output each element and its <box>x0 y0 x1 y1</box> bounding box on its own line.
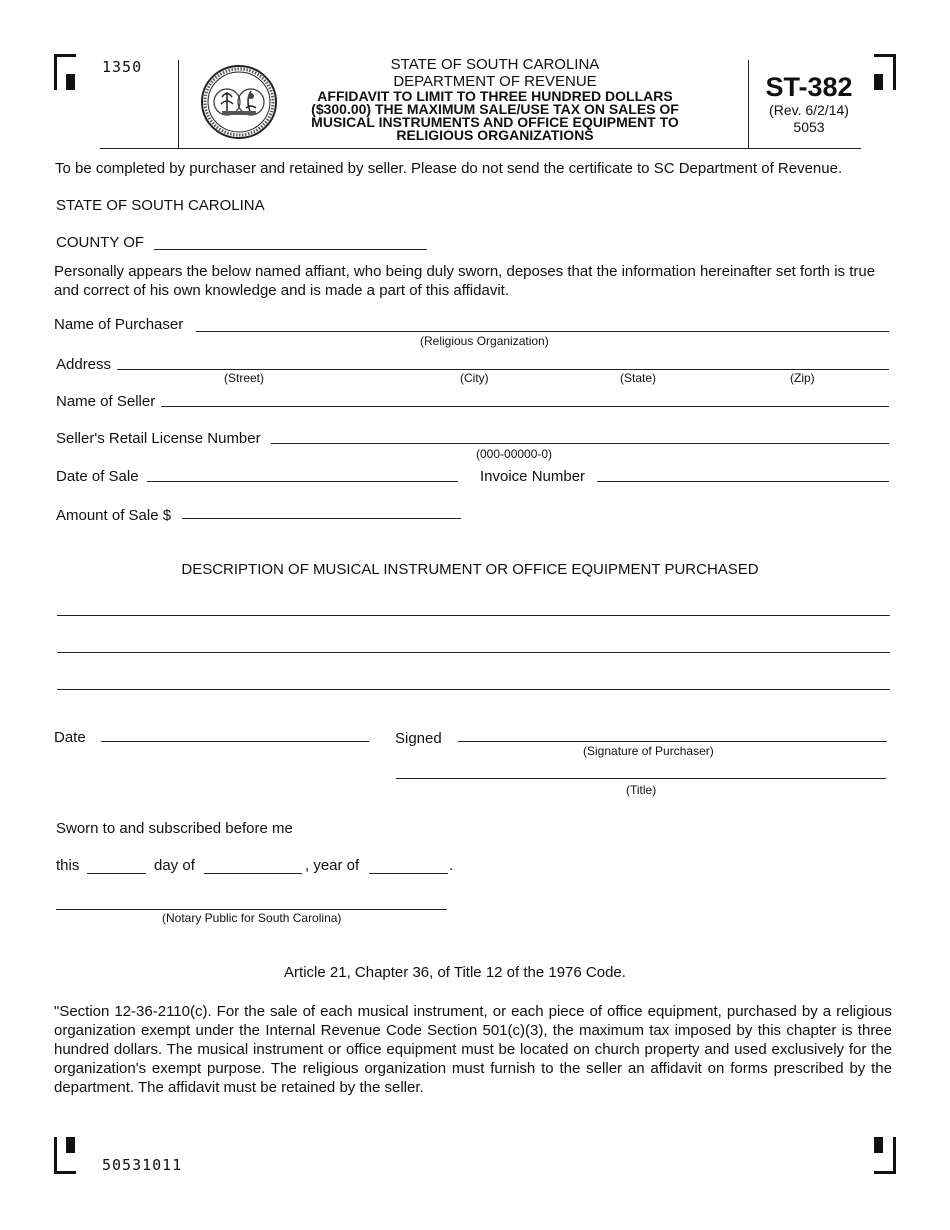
notary-period: . <box>449 857 454 874</box>
invoice-number-field[interactable] <box>597 481 889 482</box>
day-of-label: day of <box>154 857 195 874</box>
form-revision: (Rev. 6/2/14) <box>769 102 849 118</box>
header-title-line-4: RELIGIOUS ORGANIZATIONS <box>396 127 594 143</box>
city-hint: (City) <box>460 371 489 385</box>
header-title-line-1: AFFIDAVIT TO LIMIT TO THREE HUNDRED DOLLARS <box>317 88 673 104</box>
year-of-label: , year of <box>305 857 360 874</box>
description-line-2[interactable] <box>57 652 890 653</box>
date-label: Date <box>54 729 86 746</box>
date-of-sale-label: Date of Sale <box>56 468 139 485</box>
license-hint: (000-00000-0) <box>476 447 553 461</box>
header-bottom-rule <box>100 148 861 149</box>
header-title-line-3: MUSICAL INSTRUMENTS AND OFFICE EQUIPMENT TO <box>311 114 679 130</box>
street-hint: (Street) <box>224 371 265 385</box>
county-field[interactable] <box>154 249 427 250</box>
sworn-text: Sworn to and subscribed before me <box>56 820 293 837</box>
signature-date-field[interactable] <box>101 741 369 742</box>
signature-field[interactable] <box>458 741 887 742</box>
license-number-field[interactable] <box>271 443 889 444</box>
form-number: ST-382 <box>765 72 853 102</box>
this-label: this <box>56 857 80 874</box>
header-title-block <box>280 56 710 142</box>
zip-hint: (Zip) <box>790 371 815 385</box>
form-code-top: 1350 <box>102 58 143 76</box>
date-of-sale-field[interactable] <box>147 481 458 482</box>
description-line-1[interactable] <box>57 615 890 616</box>
purchaser-label: Name of Purchaser <box>54 316 184 333</box>
seller-name-field[interactable] <box>161 406 889 407</box>
license-label: Seller's Retail License Number <box>56 430 261 447</box>
instructions-text: To be completed by purchaser and retained by seller. Please do not send the certificate to SC Department of Revenue. <box>55 160 843 177</box>
header-right-divider <box>748 60 749 148</box>
amount-label: Amount of Sale $ <box>56 507 172 524</box>
purchaser-name-field[interactable] <box>196 331 889 332</box>
law-reference: Article 21, Chapter 36, of Title 12 of the 1976 Code. <box>284 964 626 981</box>
amount-of-sale-field[interactable] <box>182 518 461 519</box>
seller-label: Name of Seller <box>56 393 156 410</box>
signature-hint: (Signature of Purchaser) <box>583 744 714 758</box>
header-department: DEPARTMENT OF REVENUE <box>393 73 597 90</box>
notary-signature-field[interactable] <box>56 909 447 910</box>
notary-hint: (Notary Public for South Carolina) <box>162 911 342 925</box>
notary-year-field[interactable] <box>369 873 448 874</box>
address-field[interactable] <box>117 369 889 370</box>
header-left-divider <box>178 60 179 148</box>
affiant-statement: Personally appears the below named affiant, who being duly sworn, deposes that the information hereinafter set forth is true and correct of his own knowledge and is made a part of this affidavit. <box>54 263 876 299</box>
title-field[interactable] <box>396 778 886 779</box>
form-code-bottom: 50531011 <box>102 1156 183 1174</box>
notary-day-field[interactable] <box>87 873 146 874</box>
description-heading: DESCRIPTION OF MUSICAL INSTRUMENT OR OFFICE EQUIPMENT PURCHASED <box>181 561 759 578</box>
header-state: STATE OF SOUTH CAROLINA <box>390 56 600 73</box>
purchaser-hint: (Religious Organization) <box>420 334 549 348</box>
state-label: STATE OF SOUTH CAROLINA <box>56 197 265 214</box>
state-hint: (State) <box>620 371 657 385</box>
header-title-line-2: ($300.00) THE MAXIMUM SALE/USE TAX ON SALES OF <box>311 101 679 117</box>
title-hint: (Title) <box>626 783 657 797</box>
county-label: COUNTY OF <box>56 234 145 251</box>
state-seal <box>200 64 278 140</box>
law-section-text: "Section 12-36-2110(c). For the sale of each musical instrument, or each piece of office equipment, purchased by a religious organization exempt under the Internal Revenue Code Section 501(c)(3), the maximum tax imposed by this chapter is three hundred dollars. The musical instrument or office equipment must be located on church property and used exclusively for the organization's exempt purpose. The religious organization must furnish to the seller an affidavit on forms prescribed by the department. The affidavit must be retained by the seller. <box>54 1003 892 1096</box>
address-label: Address <box>56 356 112 373</box>
invoice-label: Invoice Number <box>480 468 586 485</box>
signed-label: Signed <box>395 730 442 747</box>
description-line-3[interactable] <box>57 689 890 690</box>
notary-month-field[interactable] <box>204 873 302 874</box>
form-number-block <box>750 72 868 136</box>
form-id: 5053 <box>793 119 825 135</box>
